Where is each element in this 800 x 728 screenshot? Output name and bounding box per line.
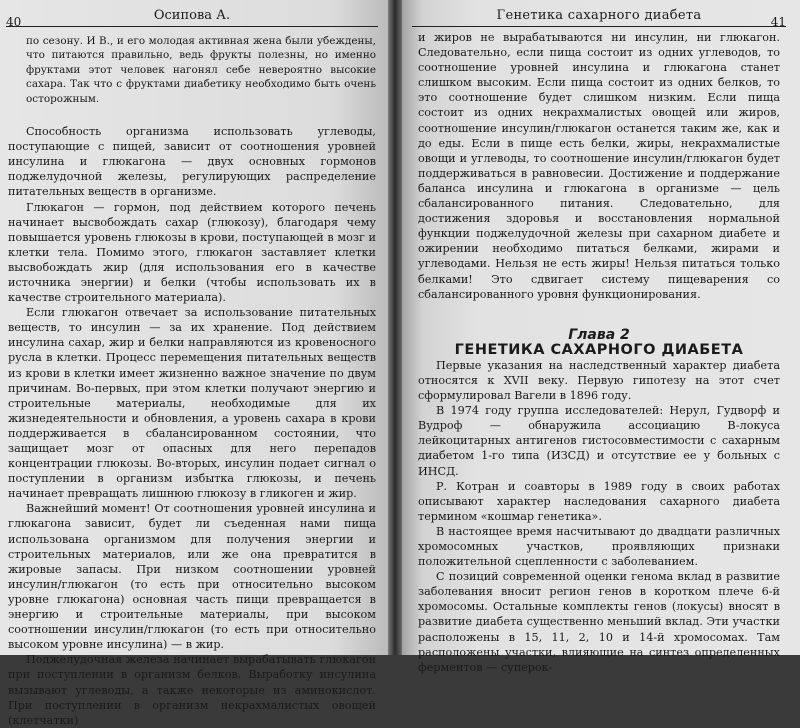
chapter-label: Глава 2 xyxy=(568,326,630,343)
right-page-body xyxy=(418,30,780,675)
right-paragraph-2: Первые указания на наследственный характер диабета относятся к XVII веку. Первую гипотезу на этот счет сформулировал Вагели в 1896 году. xyxy=(418,358,780,403)
right-paragraph-1: и жиров не вырабатываются ни инсулин, ни глюкагон. Следовательно, если пища состоит из одних углеводов, то соотношение уровней инсулина и глюкагона станет слишком высоким. Если пища состоит из одних белков, то это соотношение будет слишком низким. Если пища состоит из одних некрахмалистых овощей или жиров, соотношение инсулин/глюкагон останется таким же, как и до еды. Если в пище есть белки, жиры, некрахмалистые овощи и углеводы, то соотношение инсулин/глюкагон будет поддерживаться в равновесии. Достижение и поддержание баланса инсулина и глюкагона в организме — цель сбалансированного питания. Следовательно, для достижения здоровья и восстановления нормальной функции поджелудочной железы при сахарном диабете и ожирении необходимо питаться белками, жирами и углеводами. Нельзя не есть жиры! Нельзя питаться только белками! Это сдвигает систему пищеварения со сбалансированного уровня функционирования. xyxy=(418,31,780,301)
right-page-header xyxy=(412,6,786,27)
left-page-header xyxy=(6,6,378,27)
left-paragraph-2: Способность организма использовать углеводы, поступающие с пищей, зависит от соотношения уровней инсулина и глюкагона — двух основных гормонов поджелудочной железы, регулирующих распределение питательных веществ в организме. xyxy=(8,125,376,199)
right-page xyxy=(398,0,800,674)
right-paragraph-4: Р. Котран и соавторы в 1989 году в своих работах описывают характер наследования сахарного диабета термином «кошмар генетика». xyxy=(418,479,780,523)
left-paragraph-4: Если глюкагон отвечает за использование питательных веществ, то инсулин — за их хранение. Под действием инсулина сахар, жир и белки направляются из кровеносного русла в клетки. Процесс перемещения питательных веществ из крови в клетки имеет жизненно важное значение по двум причинам. Во-первых, при этом клетки получают энергию и строительные материалы, необходимые для их жизнедеятельности и обновления, а уровень сахара в крови поддерживается в сбалансированном состоянии, что защищает мозг от опасных для него перепадов концентрации глюкозы. Во-вторых, инсулин подает сигнал о поступлении в организм избытка глюкозы, и печень начинает превращать лишнюю глюкозу в гликоген и жир. xyxy=(8,306,376,501)
left-paragraph-5: Важнейший момент! От соотношения уровней инсулина и глюкагона зависит, будет ли съеденная нами пища использована организмом для получения энергии и строительных материалов, или же она превратится в жировые запасы. При низком соотношении уровней инсулин/глюкагон (то есть при относительно высоком уровне глюкагона) основная часть пищи превращается в энергию и строительные материалы, при высоком соотношении инсулин/глюкагон (то есть при относительно высоком уровне инсулина) — в жир. xyxy=(8,502,376,652)
right-paragraph-5: В настоящее время насчитывают до двадцати различных хромосомных участков, проявляющих признаки положительной сцепленности с заболеванием. xyxy=(418,524,780,569)
chapter-title: ГЕНЕТИКА САХАРНОГО ДИАБЕТА xyxy=(454,341,744,358)
right-page-number: 41 xyxy=(770,15,786,29)
right-paragraph-6: С позиций современной оценки генома вклад в развитие заболевания вносит регион генов в коротком плече 6-й хромосомы. Остальные комплекты генов (локусы) вносят в развитие диабета существенно меньший вклад. Эти участки расположены в 15, 11, 2, 10 и 14-й хромосомах. Там расположены участки, влияющие на синтез определенных ферментов — суперок- xyxy=(418,570,780,674)
left-paragraph-3: Глюкагон — гормон, под действием которого печень начинает высвобождать сахар (глюкозу), благодаря чему повышается уровень глюкозы в крови, поступающей в мозг и клетки тела. Помимо этого, глюкагон заставляет клетки высвобождать жир (для использования его в качестве источника энергии) и белки (чтобы использовать их в качестве строительного материала). xyxy=(8,200,376,305)
left-paragraph-6: Поджелудочная железа начинает вырабатывать глюкагон при поступлении в организм белков. Выработку инсулина вызывают углеводы, а также некоторые из аминокислот. При поступлении в организм некрахмалистых овощей (клетчатки) xyxy=(8,653,376,727)
left-paragraph-1: по сезону. И В., и его молодая активная жена были убеждены, что питаются правильно, ведь фрукты полезны, но именно фруктами этот человек нагонял себе невероятно высокие сахара. Так что с фруктами диабетику необходимо быть очень осторожным. xyxy=(26,35,376,105)
left-running-head: Осипова А. xyxy=(153,8,231,23)
right-running-head: Генетика сахарного диабета xyxy=(496,8,702,23)
left-page-number: 40 xyxy=(6,15,22,29)
left-page xyxy=(0,0,392,727)
right-paragraph-3: В 1974 году группа исследователей: Нерул, Гудворф и Вудроф — обнаружила ассоциацию B-локуса лейкоцитарных антигенов гистосовместимости с сахарным диабетом 1-го типа (ИЗСД) и отсутствие ее у больных с ИНСД. xyxy=(418,404,780,478)
book-gutter xyxy=(388,0,402,655)
left-page-body xyxy=(8,34,376,728)
